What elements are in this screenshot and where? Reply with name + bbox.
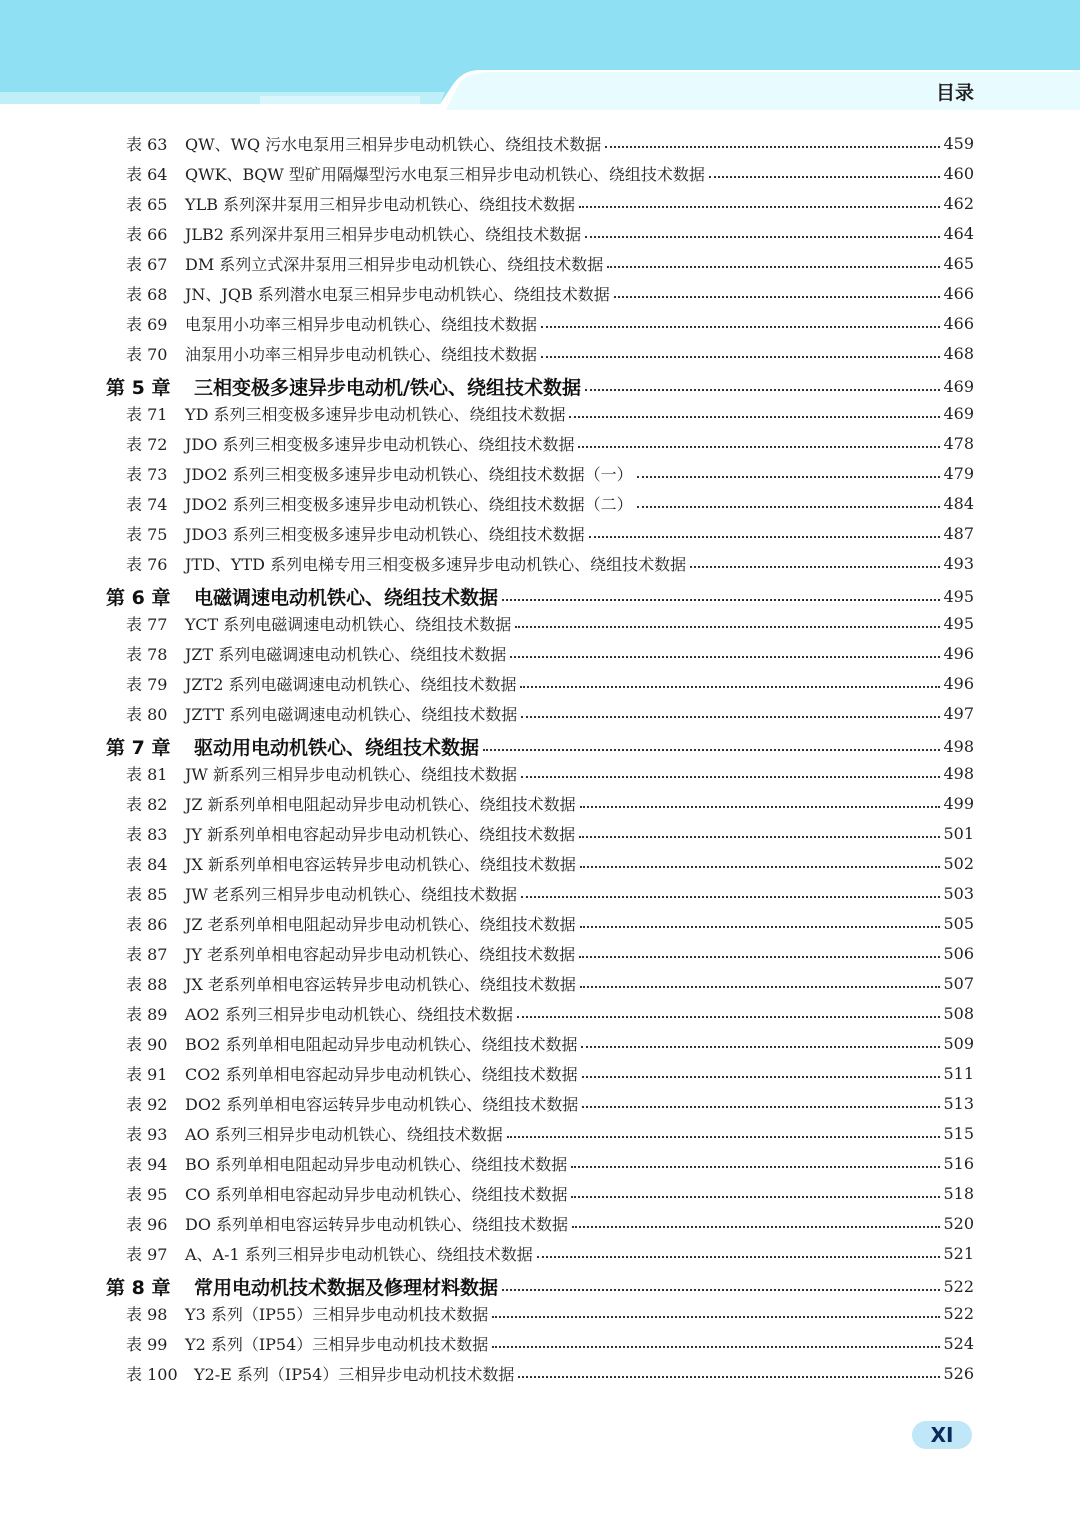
entry-title-line: [185, 912, 944, 935]
dot-leader: [690, 566, 940, 568]
entry-title-line: [185, 312, 944, 335]
entry-number: 表 96: [126, 1214, 168, 1234]
entry-number: 表 80: [126, 704, 168, 724]
entry-title-line: [185, 762, 944, 785]
dot-leader: [607, 266, 940, 268]
toc-table-entry[interactable]: [0, 1028, 1080, 1058]
entry-title: YCT 系列电磁调速电动机铁心、绕组技术数据: [185, 614, 512, 634]
entry-title-line: [185, 822, 944, 845]
toc-table-entry[interactable]: [0, 638, 1080, 668]
dot-leader: [572, 1226, 940, 1228]
entry-title: YD 系列三相变极多速异步电动机铁心、绕组技术数据: [185, 404, 566, 424]
entry-page-number: 496: [943, 643, 974, 663]
entry-page-number: 465: [943, 253, 974, 273]
entry-page-number: 493: [943, 553, 974, 573]
toc-table-entry[interactable]: [0, 1328, 1080, 1358]
entry-title-line: [185, 432, 944, 455]
entry-title-line: [185, 252, 944, 275]
header-band: [0, 0, 1080, 110]
entry-number: 表 71: [126, 404, 168, 424]
entry-number: 第 5 章: [106, 376, 171, 399]
entry-title-line: [185, 702, 944, 725]
entry-title-line: [185, 792, 944, 815]
toc-table-entry[interactable]: [0, 608, 1080, 638]
entry-title: Y2-E 系列（IP54）三相异步电动机技术数据: [194, 1364, 515, 1384]
toc-table-entry[interactable]: [0, 1118, 1080, 1148]
entry-number: 表 97: [126, 1244, 168, 1264]
toc-table-entry[interactable]: [0, 1208, 1080, 1238]
entry-number: 表 68: [126, 284, 168, 304]
entry-page-number: 520: [943, 1213, 974, 1233]
dot-leader: [580, 806, 940, 808]
entry-number: 表 74: [126, 494, 168, 514]
entry-title-line: [194, 1362, 944, 1385]
entry-number: 表 65: [126, 194, 168, 214]
toc-table-entry[interactable]: [0, 308, 1080, 338]
entry-number: 表 85: [126, 884, 168, 904]
entry-title: JY 新系列单相电容起动异步电动机铁心、绕组技术数据: [185, 824, 576, 844]
entry-title-line: [185, 1212, 944, 1235]
entry-page-number: 464: [943, 223, 974, 243]
entry-number: 表 81: [126, 764, 168, 784]
toc-table-entry[interactable]: [0, 668, 1080, 698]
toc-table-entry[interactable]: [0, 968, 1080, 998]
entry-title: CO 系列单相电容起动异步电动机铁心、绕组技术数据: [185, 1184, 568, 1204]
entry-number: 表 83: [126, 824, 168, 844]
entry-page-number: 524: [943, 1333, 974, 1353]
toc-chapter-entry[interactable]: [0, 371, 1080, 401]
entry-number: 表 78: [126, 644, 168, 664]
entry-number: 表 77: [126, 614, 168, 634]
entry-page-number: 509: [943, 1033, 974, 1053]
entry-title: JDO2 系列三相变极多速异步电动机铁心、绕组技术数据（一）: [185, 464, 633, 484]
dot-leader: [571, 1166, 940, 1168]
toc-chapter-entry[interactable]: [0, 1271, 1080, 1301]
entry-title-line: [194, 1273, 944, 1300]
dot-leader: [537, 1256, 940, 1258]
toc-table-entry[interactable]: [0, 218, 1080, 248]
toc-table-entry[interactable]: [0, 1238, 1080, 1268]
entry-title-line: [185, 162, 944, 185]
dot-leader: [637, 476, 940, 478]
entry-number: 表 100: [126, 1364, 178, 1384]
entry-number: 表 82: [126, 794, 168, 814]
dot-leader: [582, 1106, 940, 1108]
dot-leader: [507, 1136, 940, 1138]
entry-title: Y3 系列（IP55）三相异步电动机技术数据: [185, 1304, 489, 1324]
dot-leader: [585, 236, 940, 238]
dot-leader: [582, 1076, 940, 1078]
dot-leader: [580, 926, 940, 928]
entry-page-number: 469: [943, 376, 974, 396]
entry-page-number: 526: [943, 1363, 974, 1383]
dot-leader: [585, 389, 940, 391]
entry-title: JDO3 系列三相变极多速异步电动机铁心、绕组技术数据: [185, 524, 585, 544]
entry-title: JY 老系列单相电容起动异步电动机铁心、绕组技术数据: [185, 944, 576, 964]
toc-table-entry[interactable]: [0, 1178, 1080, 1208]
dot-leader: [579, 956, 940, 958]
entry-title: JDO2 系列三相变极多速异步电动机铁心、绕组技术数据（二）: [185, 494, 633, 514]
dot-leader: [580, 986, 940, 988]
entry-title: CO2 系列单相电容起动异步电动机铁心、绕组技术数据: [185, 1064, 578, 1084]
dot-leader: [521, 776, 940, 778]
entry-page-number: 499: [943, 793, 974, 813]
entry-page-number: 521: [943, 1243, 974, 1263]
entry-title-line: [185, 1302, 944, 1325]
entry-number: 表 69: [126, 314, 168, 334]
entry-number: 表 72: [126, 434, 168, 454]
entry-page-number: 484: [943, 493, 974, 513]
entry-page-number: 462: [943, 193, 974, 213]
entry-number: 表 73: [126, 464, 168, 484]
entry-title-line: [185, 132, 944, 155]
entry-page-number: 460: [943, 163, 974, 183]
toc-table-entry[interactable]: [0, 908, 1080, 938]
entry-title: QW、WQ 污水电泵用三相异步电动机铁心、绕组技术数据: [185, 134, 602, 154]
entry-title-line: [185, 852, 944, 875]
entry-title-line: [185, 672, 944, 695]
dot-leader: [515, 626, 940, 628]
entry-page-number: 518: [943, 1183, 974, 1203]
dot-leader: [637, 506, 940, 508]
entry-title-line: [185, 282, 944, 305]
toc-table-entry[interactable]: [0, 1358, 1080, 1388]
dot-leader: [580, 866, 940, 868]
entry-page-number: 479: [943, 463, 974, 483]
dot-leader: [709, 176, 940, 178]
entry-title-line: [185, 552, 944, 575]
entry-number: 表 98: [126, 1304, 168, 1324]
dot-leader: [579, 206, 940, 208]
entry-page-number: 502: [943, 853, 974, 873]
entry-title: JZ 老系列单相电阻起动异步电动机铁心、绕组技术数据: [185, 914, 576, 934]
entry-page-number: 498: [943, 736, 974, 756]
entry-title: BO2 系列单相电阻起动异步电动机铁心、绕组技术数据: [185, 1034, 578, 1054]
entry-title: JTD、YTD 系列电梯专用三相变极多速异步电动机铁心、绕组技术数据: [185, 554, 687, 574]
dot-leader: [571, 1196, 940, 1198]
dot-leader: [502, 1289, 940, 1291]
dot-leader: [541, 326, 940, 328]
entry-number: 表 67: [126, 254, 168, 274]
entry-title: BO 系列单相电阻起动异步电动机铁心、绕组技术数据: [185, 1154, 568, 1174]
entry-title: JZT 系列电磁调速电动机铁心、绕组技术数据: [185, 644, 507, 664]
entry-title-line: [185, 1152, 944, 1175]
entry-title-line: [185, 1062, 944, 1085]
entry-number: 表 93: [126, 1124, 168, 1144]
dot-leader: [492, 1316, 940, 1318]
entry-number: 表 75: [126, 524, 168, 544]
entry-title-line: [185, 1332, 944, 1355]
section-title: 目录: [935, 82, 974, 104]
entry-title: QWK、BQW 型矿用隔爆型污水电泵三相异步电动机铁心、绕组技术数据: [185, 164, 705, 184]
entry-title-line: [185, 522, 944, 545]
entry-title: A、A-1 系列三相异步电动机铁心、绕组技术数据: [185, 1244, 533, 1264]
entry-title: JX 老系列单相电容运转异步电动机铁心、绕组技术数据: [185, 974, 576, 994]
dot-leader: [605, 146, 940, 148]
entry-number: 第 6 章: [106, 586, 171, 609]
entry-title: 三相变极多速异步电动机/铁心、绕组技术数据: [194, 376, 581, 399]
entry-number: 表 91: [126, 1064, 168, 1084]
dot-leader: [581, 1046, 940, 1048]
entry-title: JX 新系列单相电容运转异步电动机铁心、绕组技术数据: [185, 854, 576, 874]
entry-page-number: 507: [943, 973, 974, 993]
entry-title-line: [185, 192, 944, 215]
dot-leader: [518, 1376, 940, 1378]
entry-title-line: [185, 972, 944, 995]
entry-title-line: [194, 583, 944, 610]
entry-page-number: 503: [943, 883, 974, 903]
entry-title: DO2 系列单相电容运转异步电动机铁心、绕组技术数据: [185, 1094, 579, 1114]
entry-title-line: [185, 942, 944, 965]
entry-title: JW 老系列三相异步电动机铁心、绕组技术数据: [185, 884, 517, 904]
entry-number: 表 86: [126, 914, 168, 934]
entry-title: AO2 系列三相异步电动机铁心、绕组技术数据: [185, 1004, 513, 1024]
toc-table-entry[interactable]: [0, 278, 1080, 308]
entry-title: JZTT 系列电磁调速电动机铁心、绕组技术数据: [185, 704, 518, 724]
toc-chapter-entry[interactable]: [0, 731, 1080, 761]
entry-title: DO 系列单相电容运转异步电动机铁心、绕组技术数据: [185, 1214, 569, 1234]
toc-table-entry[interactable]: [0, 518, 1080, 548]
dot-leader: [579, 836, 940, 838]
entry-page-number: 487: [943, 523, 974, 543]
dot-leader: [541, 356, 940, 358]
entry-page-number: 515: [943, 1123, 974, 1143]
toc-table-entry[interactable]: [0, 488, 1080, 518]
dot-leader: [569, 416, 940, 418]
entry-title-line: [185, 1092, 944, 1115]
entry-title-line: [185, 1122, 944, 1145]
entry-title: YLB 系列深井泵用三相异步电动机铁心、绕组技术数据: [185, 194, 576, 214]
entry-title-line: [185, 402, 944, 425]
entry-title-line: [185, 1182, 944, 1205]
toc-table-entry[interactable]: [0, 998, 1080, 1028]
toc-table-entry[interactable]: [0, 758, 1080, 788]
entry-page-number: 469: [943, 403, 974, 423]
toc-table-entry[interactable]: [0, 188, 1080, 218]
entry-title: JZT2 系列电磁调速电动机铁心、绕组技术数据: [185, 674, 517, 694]
entry-number: 表 79: [126, 674, 168, 694]
toc-table-entry[interactable]: [0, 548, 1080, 578]
entry-page-number: 466: [943, 283, 974, 303]
entry-number: 第 8 章: [106, 1276, 171, 1299]
toc-table-entry[interactable]: [0, 878, 1080, 908]
entry-number: 表 88: [126, 974, 168, 994]
entry-title-line: [185, 882, 944, 905]
entry-number: 第 7 章: [106, 736, 171, 759]
entry-title: 油泵用小功率三相异步电动机铁心、绕组技术数据: [185, 344, 538, 364]
toc-table-entry[interactable]: [0, 818, 1080, 848]
dot-leader: [614, 296, 940, 298]
toc-table-entry[interactable]: [0, 338, 1080, 368]
entry-page-number: 495: [943, 586, 974, 606]
page-number-badge: XI: [912, 1421, 972, 1449]
toc-table-entry[interactable]: [0, 158, 1080, 188]
entry-title-line: [185, 1242, 944, 1265]
entry-page-number: 496: [943, 673, 974, 693]
entry-page-number: 508: [943, 1003, 974, 1023]
toc-table-entry[interactable]: [0, 428, 1080, 458]
dot-leader: [502, 599, 940, 601]
entry-page-number: 506: [943, 943, 974, 963]
toc-table-entry[interactable]: [0, 938, 1080, 968]
entry-title: JW 新系列三相异步电动机铁心、绕组技术数据: [185, 764, 517, 784]
entry-title: DM 系列立式深井泵用三相异步电动机铁心、绕组技术数据: [185, 254, 604, 274]
toc-table-entry[interactable]: [0, 1148, 1080, 1178]
toc-table-entry[interactable]: [0, 398, 1080, 428]
entry-page-number: 516: [943, 1153, 974, 1173]
entry-number: 表 90: [126, 1034, 168, 1054]
entry-title: 电磁调速电动机铁心、绕组技术数据: [194, 586, 499, 609]
entry-title: AO 系列三相异步电动机铁心、绕组技术数据: [185, 1124, 503, 1144]
entry-page-number: 497: [943, 703, 974, 723]
entry-title-line: [185, 222, 944, 245]
toc-table-entry[interactable]: [0, 848, 1080, 878]
entry-page-number: 466: [943, 313, 974, 333]
entry-title: JLB2 系列深井泵用三相异步电动机铁心、绕组技术数据: [185, 224, 582, 244]
toc-table-entry[interactable]: [0, 1058, 1080, 1088]
toc-table-entry[interactable]: [0, 128, 1080, 158]
entry-number: 表 84: [126, 854, 168, 874]
entry-number: 表 92: [126, 1094, 168, 1114]
entry-page-number: 468: [943, 343, 974, 363]
entry-number: 表 63: [126, 134, 168, 154]
dot-leader: [521, 896, 940, 898]
entry-title: 电泵用小功率三相异步电动机铁心、绕组技术数据: [185, 314, 538, 334]
entry-page-number: 459: [943, 133, 974, 153]
entry-page-number: 513: [943, 1093, 974, 1113]
dot-leader: [510, 656, 940, 658]
toc-table-entry[interactable]: [0, 248, 1080, 278]
entry-title-line: [185, 1032, 944, 1055]
toc-table-entry[interactable]: [0, 1088, 1080, 1118]
entry-number: 表 66: [126, 224, 168, 244]
entry-page-number: 495: [943, 613, 974, 633]
entry-title: Y2 系列（IP54）三相异步电动机技术数据: [185, 1334, 489, 1354]
dot-leader: [517, 1016, 940, 1018]
entry-title-line: [185, 462, 944, 485]
entry-number: 表 94: [126, 1154, 168, 1174]
dot-leader: [520, 686, 940, 688]
entry-title-line: [185, 492, 944, 515]
entry-title-line: [194, 733, 944, 760]
dot-leader: [589, 536, 940, 538]
entry-title: JN、JQB 系列潜水电泵三相异步电动机铁心、绕组技术数据: [185, 284, 610, 304]
entry-page-number: 522: [943, 1303, 974, 1323]
dot-leader: [483, 749, 940, 751]
dot-leader: [578, 446, 940, 448]
entry-page-number: 511: [943, 1063, 974, 1083]
toc-table-entry[interactable]: [0, 1298, 1080, 1328]
entry-title-line: [185, 342, 944, 365]
entry-title-line: [185, 642, 944, 665]
entry-number: 表 89: [126, 1004, 168, 1024]
entry-title: 常用电动机技术数据及修理材料数据: [194, 1276, 499, 1299]
entry-number: 表 64: [126, 164, 168, 184]
toc-table-entry[interactable]: [0, 458, 1080, 488]
entry-title-line: [185, 1002, 944, 1025]
entry-title: JDO 系列三相变极多速异步电动机铁心、绕组技术数据: [185, 434, 575, 454]
entry-title: 驱动用电动机铁心、绕组技术数据: [194, 736, 480, 759]
entry-title-line: [194, 373, 944, 400]
toc-table-entry[interactable]: [0, 788, 1080, 818]
entry-number: 表 95: [126, 1184, 168, 1204]
entry-page-number: 522: [943, 1276, 974, 1296]
entry-page-number: 501: [943, 823, 974, 843]
dot-leader: [492, 1346, 940, 1348]
entry-page-number: 498: [943, 763, 974, 783]
entry-page-number: 505: [943, 913, 974, 933]
toc-table-entry[interactable]: [0, 698, 1080, 728]
entry-title: JZ 新系列单相电阻起动异步电动机铁心、绕组技术数据: [185, 794, 576, 814]
entry-number: 表 99: [126, 1334, 168, 1354]
toc-chapter-entry[interactable]: [0, 581, 1080, 611]
dot-leader: [521, 716, 940, 718]
entry-page-number: 478: [943, 433, 974, 453]
entry-number: 表 87: [126, 944, 168, 964]
entry-number: 表 70: [126, 344, 168, 364]
entry-title-line: [185, 612, 944, 635]
entry-number: 表 76: [126, 554, 168, 574]
